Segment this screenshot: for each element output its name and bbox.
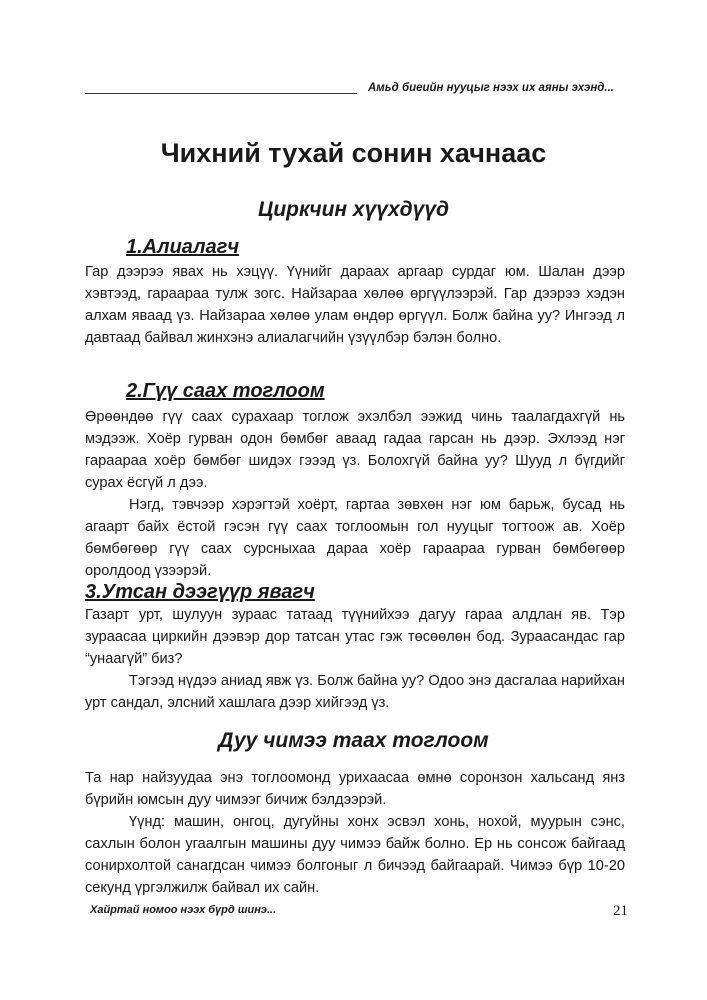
page-number: 21	[613, 903, 628, 919]
paragraph-sound-game-2: Үүнд: машин, онгоц, дугуйны хонх эсвэл хонь, нохой, муурын сэнс, сахлын болон угаалгын машины дуу чимээ байж болно. Ер нь сонсож байгаад сонирхолтой санагдсан чимээ болгоныг л бичээд байгаарай. Чимээ бүр 10-20 секунд үргэлжилж байвал их сайн.	[85, 814, 625, 896]
running-footer: Хайртай номоо нээх бүрд шинэ...	[90, 904, 277, 916]
paragraph-sound-game-1: Та нар найзуудаа энэ тоглоомонд урихаасаа өмнө соронзон хальсанд янз бүрийн юмсын дуу чимээг бичиж бэлдээрэй.	[85, 770, 625, 808]
running-header: Амьд биеийн нууцыг нээх их аяны эхэнд...	[368, 82, 614, 94]
header-rule	[85, 93, 357, 94]
subheading-clown: 1.Алиалагч	[126, 236, 240, 258]
subheading-tightrope: 3.Утсан дээгүүр явагч	[85, 581, 315, 603]
paragraph-juggling-1: Өрөөндөө гүү саах сурахаар тоглож эхэлбэл ээжид чинь таалагдахгүй нь мэдээж. Хоёр гурван одон бөмбөг аваад гадаа гарсан нь дээр. Эхлээд нэг гараараа хоёр бөмбөг шидэх гэээд үз. Болохгүй байна уу? Шууд л бүгдийг сурах ёсгүй л дээ.	[85, 409, 625, 491]
subheading-juggling: 2.Гүү саах тоглоом	[126, 380, 325, 402]
section-title-circus: Циркчин хүүхдүүд	[258, 198, 449, 221]
paragraph-tightrope-1: Газарт урт, шулуун зураас татаад түүнийхээ дагуу гараа алдлан яв. Тэр зураасаа циркийн дээвэр дор татсан утас гэж төсөөлөн бод. Зураасандас гар “унаагүй” биз?	[85, 607, 625, 667]
section-title-sound-game: Дуу чимээ таах тоглоом	[218, 729, 489, 752]
paragraph-tightrope-2: Тэгээд нүдээ аниад явж үз. Болж байна уу? Одоо энэ дасгалаа нарийхан урт сандал, элсний хашлага дээр хийгээд үз.	[85, 673, 625, 711]
paragraph-juggling-2: Нэгд, тэвчээр хэрэгтэй хоёрт, гартаа зөвхөн нэг юм барьж, бусад нь агаарт байх ёстой гэсэн гүү саах тоглоомын гол нууцыг тогтоож ав. Хоёр бөмбөгөөр гүү саах сурсныхаа дараа хоёр гараараа гурван бөмбөгөөр оролдоод үзээрэй.	[85, 497, 625, 579]
paragraph-clown: Гар дээрээ явах нь хэцүү. Үүнийг дараах аргаар сурдаг юм. Шалан дээр хэвтээд, гараараа тулж зогс. Найзараа хөлөө өргүүлээрэй. Гар дээрээ хэдэн алхам яваад үз. Найзараа хөлөө улам өндөр өргүүл. Болж байна уу? Ингээд л давтаад байвал жинхэнэ алиалагчийн үзүүлбэр бэлэн болно.	[85, 264, 625, 346]
page-title: Чихний тухай сонин хачнаас	[160, 138, 547, 168]
